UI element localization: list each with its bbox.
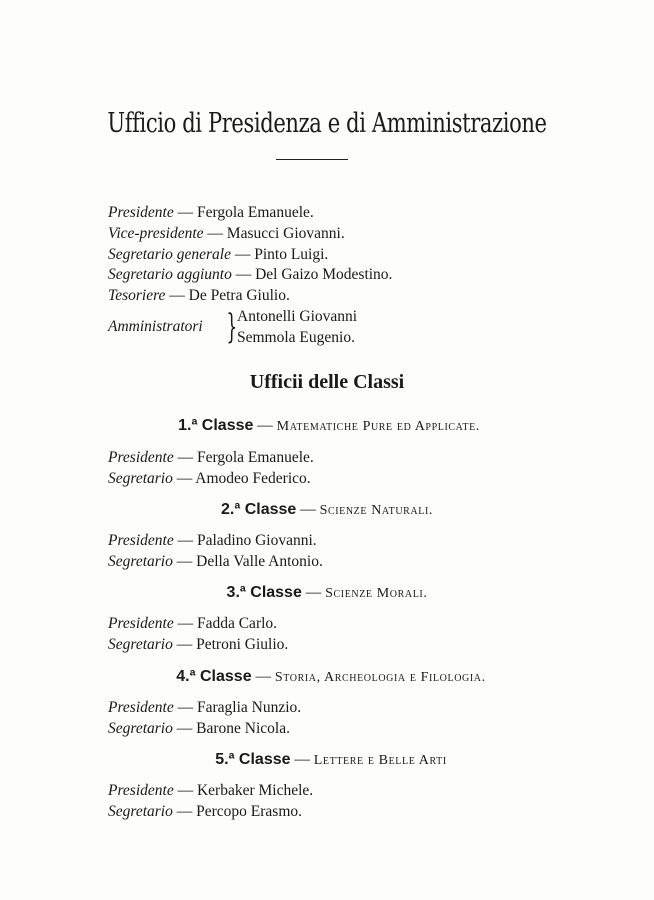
officer-name: Kerbaker Michele. <box>196 782 314 799</box>
class-name: Scienze Naturali. <box>319 503 433 518</box>
officer-role: Segretario aggiunto <box>108 266 232 283</box>
officer-name: Pinto Luigi. <box>254 246 329 263</box>
class-number: 1.ª Classe <box>178 417 254 434</box>
class-name: Lettere e Belle Arti <box>313 753 447 768</box>
class-officer-line <box>108 636 288 654</box>
officer-role: Tesoriere <box>108 287 166 304</box>
officer-name: Amodeo Federico. <box>195 470 311 487</box>
officer-line <box>108 266 392 284</box>
class-heading <box>0 417 654 435</box>
officer-line <box>108 287 290 305</box>
officer-role: Presidente <box>108 204 174 221</box>
officer-name: Fadda Carlo. <box>196 615 278 632</box>
class-name: Storia, Archeologia e Filologia. <box>274 670 486 685</box>
officer-name: Masucci Giovanni. <box>226 225 345 242</box>
class-number: 3.ª Classe <box>226 584 302 601</box>
officer-role: Vice-presidente <box>108 225 204 242</box>
officer-role: Presidente <box>108 782 174 799</box>
dash: — <box>300 501 316 518</box>
dash: — <box>177 204 194 221</box>
brace-icon: } <box>226 307 238 347</box>
class-officer-line <box>108 532 317 550</box>
class-number: 4.ª Classe <box>176 668 252 685</box>
dash: — <box>176 720 193 737</box>
class-number: 5.ª Classe <box>215 751 291 768</box>
dash: — <box>235 266 252 283</box>
officer-role: Segretario <box>108 553 173 570</box>
dash: — <box>207 225 223 242</box>
officer-role: Segretario <box>108 636 173 653</box>
officer-line <box>108 246 328 264</box>
class-officer-line <box>108 553 323 571</box>
administrators-block <box>108 308 408 350</box>
officer-role: Presidente <box>108 532 174 549</box>
dash: — <box>169 287 185 304</box>
dash: — <box>176 636 193 653</box>
section-title: Ufficii delle Classi <box>249 371 405 393</box>
dash: — <box>177 782 194 799</box>
class-officer-line <box>108 615 277 633</box>
class-officer-line <box>108 782 313 800</box>
title-divider <box>276 159 348 160</box>
officer-role: Segretario <box>108 720 173 737</box>
class-officer-line <box>108 803 302 821</box>
class-officer-line <box>108 699 301 717</box>
dash: — <box>234 246 251 263</box>
class-officer-line <box>108 720 290 738</box>
class-heading <box>0 584 654 602</box>
dash: — <box>176 553 193 570</box>
officer-name: Fergola Emanuele. <box>196 449 314 466</box>
officer-role: Presidente <box>108 449 174 466</box>
officer-line <box>108 225 345 243</box>
administrator-name: Semmola Eugenio. <box>237 329 355 346</box>
officer-name: Fergola Emanuele. <box>196 204 314 221</box>
officer-role: Segretario <box>108 470 173 487</box>
page-title: Ufficio di Presidenza e di Amministrazione <box>107 108 547 139</box>
class-officer-line <box>108 470 311 488</box>
dash: — <box>176 803 193 820</box>
dash: — <box>294 751 310 768</box>
dash: — <box>177 532 194 549</box>
dash: — <box>305 584 322 601</box>
officer-name: Paladino Giovanni. <box>196 532 317 549</box>
administrators-label: Amministratori <box>108 318 203 335</box>
officer-name: Petroni Giulio. <box>196 636 289 653</box>
class-heading <box>0 751 654 769</box>
class-number: 2.ª Classe <box>221 501 297 518</box>
officer-name: Percopo Erasmo. <box>196 803 303 820</box>
dash: — <box>177 615 194 632</box>
officer-role: Segretario generale <box>108 246 231 263</box>
dash: — <box>177 449 194 466</box>
dash: — <box>177 699 194 716</box>
officer-name: Faraglia Nunzio. <box>196 699 302 716</box>
officer-role: Presidente <box>108 699 174 716</box>
dash: — <box>257 417 273 434</box>
officer-role: Presidente <box>108 615 174 632</box>
officer-role: Segretario <box>108 803 173 820</box>
officer-name: Della Valle Antonio. <box>196 553 323 570</box>
dash: — <box>255 668 271 685</box>
dash: — <box>176 470 193 487</box>
officer-name: De Petra Giulio. <box>188 287 290 304</box>
class-name: Matematiche Pure ed Applicate. <box>276 419 480 434</box>
class-name: Scienze Morali. <box>325 586 428 601</box>
class-heading <box>0 501 654 519</box>
administrator-name: Antonelli Giovanni <box>237 308 358 325</box>
officer-name: Barone Nicola. <box>196 720 290 737</box>
officer-line <box>108 204 314 222</box>
officer-name: Del Gaizo Modestino. <box>255 266 393 283</box>
class-heading <box>0 668 654 686</box>
class-officer-line <box>108 449 314 467</box>
